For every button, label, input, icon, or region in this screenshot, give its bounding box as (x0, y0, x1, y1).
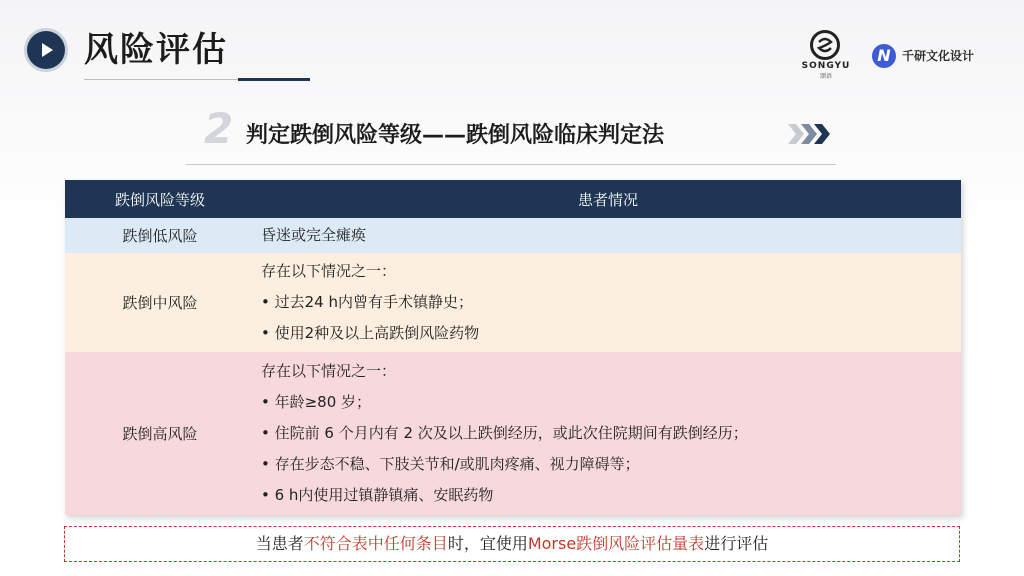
note-highlight-scale: Morse跌倒风险评估量表 (527, 534, 705, 553)
header-condition: 患者情况 (255, 180, 961, 218)
condition-line: 存在以下情况之一： (261, 362, 397, 380)
condition-line: 存在以下情况之一： (261, 262, 397, 280)
header-level: 跌倒风险等级 (65, 180, 255, 218)
note-text: 进行评估 (704, 534, 769, 553)
songyu-logo-name: SONGYU (801, 61, 851, 71)
condition-line: • 存在步态不稳、下肢关节和/或肌肉疼痛、视力障碍等； (261, 455, 640, 473)
condition-line: • 年龄≥80 岁； (261, 393, 372, 411)
risk-level-label: 跌倒中风险 (65, 253, 255, 352)
condition-line: 昏迷或完全瘫痪 (261, 226, 367, 244)
risk-level-label: 跌倒高风险 (65, 352, 255, 515)
triple-chevron-right-icon (788, 122, 832, 150)
assessment-note (64, 526, 960, 562)
risk-condition (255, 352, 961, 515)
section-title: 判定跌倒风险等级——跌倒风险临床判定法 (246, 123, 665, 148)
section-number: 2 (204, 104, 234, 153)
condition-line: • 过去24 h内曾有手术镇静史； (261, 293, 473, 311)
qianyan-logo-text: 千研文化设计 (902, 49, 975, 63)
songyu-logo-sub: 颂语 (819, 73, 832, 80)
page-title: 风险评估 (84, 30, 228, 70)
note-text: 时，宜使用 (447, 534, 528, 553)
fall-risk-table (65, 180, 961, 515)
condition-line: • 住院前 6 个月内有 2 次及以上跌倒经历，或此次住院期间有跌倒经历； (261, 424, 748, 442)
risk-level-label: 跌倒低风险 (65, 218, 255, 253)
risk-condition (255, 218, 961, 253)
section-divider (186, 164, 836, 165)
title-underline-accent (238, 78, 310, 81)
note-highlight: 不符合表中任何条目 (303, 534, 448, 553)
table-header-row (65, 180, 961, 218)
table-row-high-risk (65, 352, 961, 515)
note-text: 当患者 (255, 534, 304, 553)
qianyan-logo-mark: N (872, 44, 896, 68)
condition-line: • 6 h内使用过镇静镇痛、安眠药物 (261, 486, 494, 504)
songyu-logo-mark (810, 30, 840, 60)
condition-line: • 使用2种及以上高跌倒风险药物 (261, 324, 480, 342)
risk-condition (255, 253, 961, 352)
table-row-low-risk (65, 218, 961, 253)
play-icon (27, 31, 65, 69)
songyu-logo (798, 30, 854, 80)
table-row-medium-risk (65, 253, 961, 352)
